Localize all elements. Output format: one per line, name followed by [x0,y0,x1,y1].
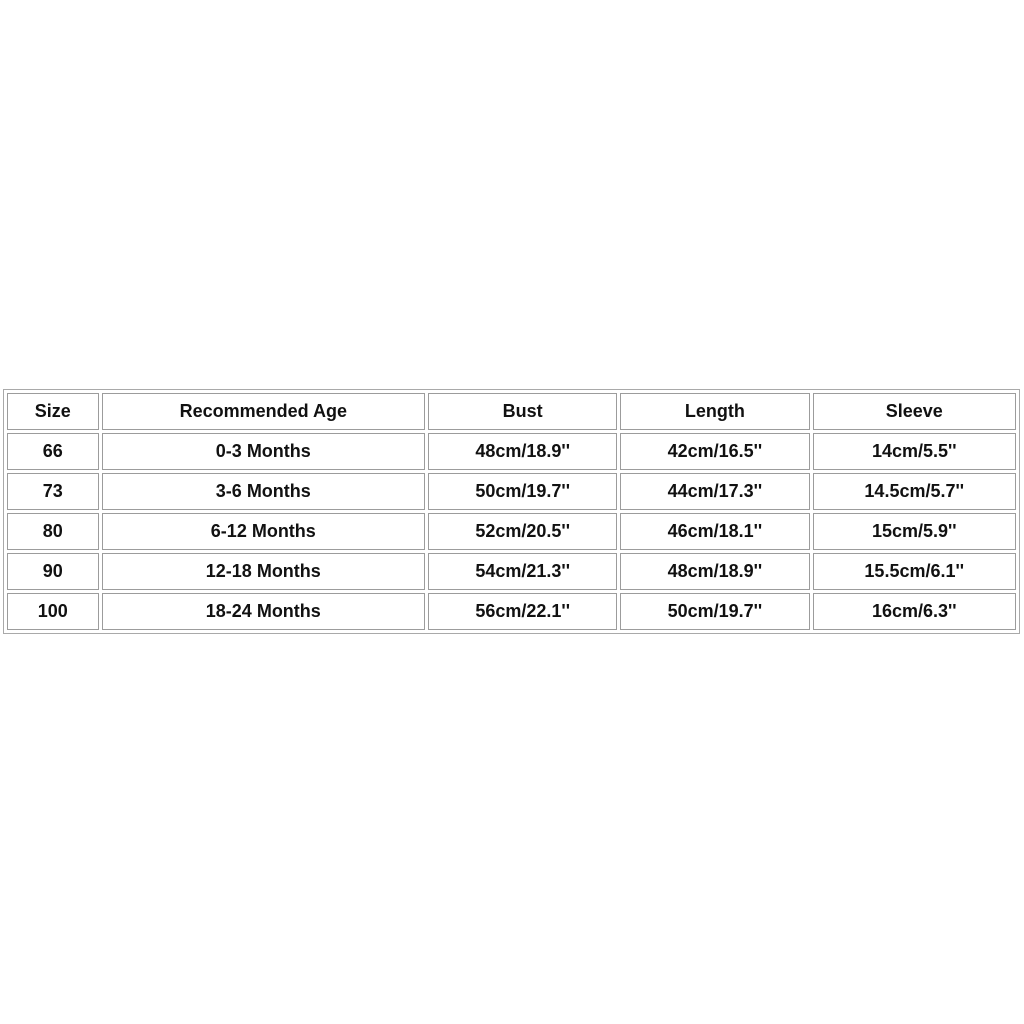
cell-recommended-age: 3-6 Months [102,473,426,510]
cell-bust: 50cm/19.7'' [428,473,617,510]
header-recommended-age: Recommended Age [102,393,426,430]
table-header-row [7,393,1016,430]
table-row [7,553,1016,590]
table-row [7,473,1016,510]
header-bust: Bust [428,393,617,430]
header-length: Length [620,393,809,430]
cell-recommended-age: 12-18 Months [102,553,426,590]
cell-bust: 54cm/21.3'' [428,553,617,590]
cell-size: 66 [7,433,99,470]
size-chart-table [3,389,1020,634]
cell-length: 46cm/18.1'' [620,513,809,550]
cell-size: 90 [7,553,99,590]
cell-sleeve: 16cm/6.3'' [813,593,1017,630]
header-size: Size [7,393,99,430]
cell-length: 50cm/19.7'' [620,593,809,630]
cell-sleeve: 14.5cm/5.7'' [813,473,1017,510]
table-row [7,513,1016,550]
header-sleeve: Sleeve [813,393,1017,430]
cell-sleeve: 15cm/5.9'' [813,513,1017,550]
cell-sleeve: 15.5cm/6.1'' [813,553,1017,590]
cell-recommended-age: 6-12 Months [102,513,426,550]
cell-recommended-age: 0-3 Months [102,433,426,470]
cell-bust: 52cm/20.5'' [428,513,617,550]
cell-length: 44cm/17.3'' [620,473,809,510]
cell-size: 100 [7,593,99,630]
cell-size: 73 [7,473,99,510]
cell-recommended-age: 18-24 Months [102,593,426,630]
cell-size: 80 [7,513,99,550]
table-row [7,433,1016,470]
cell-bust: 56cm/22.1'' [428,593,617,630]
cell-sleeve: 14cm/5.5'' [813,433,1017,470]
cell-length: 42cm/16.5'' [620,433,809,470]
cell-bust: 48cm/18.9'' [428,433,617,470]
cell-length: 48cm/18.9'' [620,553,809,590]
table-row [7,593,1016,630]
